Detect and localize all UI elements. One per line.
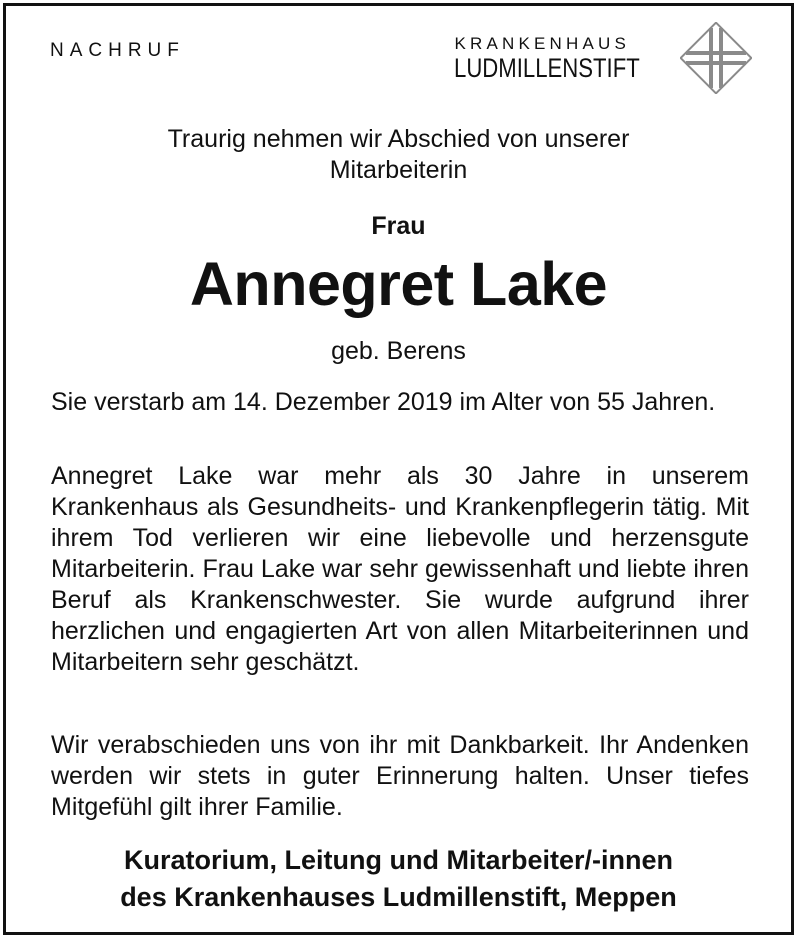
intro-text (6, 124, 791, 186)
obituary-label: NACHRUF (50, 40, 185, 61)
intro-line-1: Traurig nehmen wir Abschied von unserer (167, 125, 630, 153)
signature (6, 842, 791, 916)
signature-line-2: des Krankenhauses Ludmillenstift, Meppen (120, 882, 677, 912)
hospital-logo-text (454, 34, 681, 82)
cross-emblem-icon (680, 22, 752, 94)
paragraph-death-date: Sie verstarb am 14. Dezember 2019 im Alter von 55 Jahren. (51, 388, 716, 416)
paragraph-career: Annegret Lake war mehr als 30 Jahre in unserem Krankenhaus als Gesundheits- und Krankenpflegerin tätig. Mit ihrem Tod verlieren wir eine liebevolle und herzensgute Mitarbeiterin. Frau Lake war sehr gewissenhaft und liebte ihren Beruf als Krankenschwester. Sie wurde aufgrund ihrer herzlichen und engagierten Art von allen Mitarbeiterinnen und Mitarbeitern sehr geschätzt. (51, 462, 749, 676)
intro-line-2: Mitarbeiterin (329, 156, 468, 184)
obituary-frame (3, 3, 794, 935)
logo-bottom-text: LUDMILLENSTIFT (454, 53, 641, 83)
logo-top-text: KRANKENHAUS (454, 34, 631, 53)
birth-name: geb. Berens (331, 337, 466, 365)
signature-line-1: Kuratorium, Leitung und Mitarbeiter/-innen (124, 845, 673, 875)
salutation: Frau (371, 212, 426, 240)
deceased-name: Annegret Lake (189, 250, 608, 318)
paragraph-farewell: Wir verabschieden uns von ihr mit Dankbarkeit. Ihr Andenken werden wir stets in guter Erinnerung halten. Unser tiefes Mitgefühl gilt ihrer Familie. (51, 731, 749, 821)
